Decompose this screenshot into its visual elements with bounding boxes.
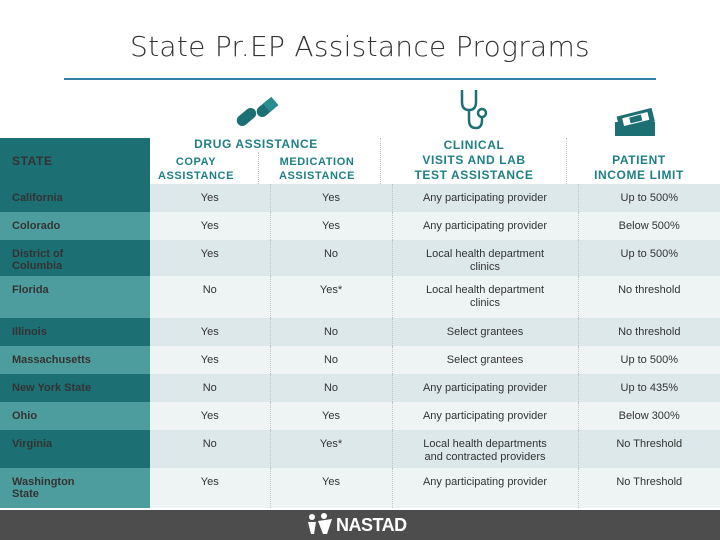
- copay-cell: [150, 346, 270, 374]
- table-row: [0, 318, 720, 346]
- clinical-cell: [392, 468, 578, 508]
- state-cell-text: Washington: [12, 476, 75, 488]
- copay-cell: [150, 430, 270, 468]
- income-cell: [578, 212, 720, 240]
- state-column-header: STATE: [0, 138, 150, 184]
- medication-cell: [270, 184, 392, 212]
- clinical-cell-text: Local health departments: [423, 438, 547, 450]
- table-body: [0, 184, 720, 508]
- state-cell: [0, 318, 150, 346]
- table-row: [0, 276, 720, 318]
- income-cell-text: No threshold: [618, 326, 681, 338]
- medication-cell: [270, 430, 392, 468]
- medication-cell: [270, 240, 392, 276]
- medication-cell-text: Yes: [322, 476, 340, 488]
- copay-cell-text: Yes: [200, 354, 219, 366]
- copay-cell-text: Yes: [200, 410, 219, 422]
- state-cell-text: Ohio: [12, 410, 38, 422]
- medication-cell-text: No: [323, 326, 339, 338]
- state-cell-text: Florida: [12, 284, 49, 296]
- copay-cell-text: No: [202, 284, 217, 296]
- clinical-cell: [392, 346, 578, 374]
- clinical-cell: [392, 212, 578, 240]
- clinical-cell-text: Select grantees: [446, 354, 524, 366]
- clinical-cell-text: Any participating provider: [422, 220, 548, 232]
- table-row: [0, 240, 720, 276]
- copay-cell-text: No: [202, 438, 217, 450]
- state-cell-text: State: [12, 488, 39, 500]
- clinical-cell: [392, 402, 578, 430]
- state-cell-text: District of: [12, 248, 64, 260]
- clinical-cell: [392, 276, 578, 318]
- state-cell-text: New York State: [12, 382, 92, 394]
- clinical-cell-text: Local health department: [425, 284, 545, 296]
- copay-cell: [150, 402, 270, 430]
- copay-cell-text: Yes: [200, 476, 219, 488]
- slide-title: State Pr.EP Assistance Programs: [130, 30, 590, 63]
- state-cell-text: California: [12, 192, 63, 204]
- medication-cell: [270, 346, 392, 374]
- medication-cell-text: No: [323, 248, 339, 260]
- header-copay: COPAY ASSISTANCE: [157, 156, 235, 182]
- medication-cell-text: No: [323, 354, 339, 366]
- clinical-cell: [392, 374, 578, 402]
- copay-cell: [150, 240, 270, 276]
- copay-cell-text: Yes: [200, 326, 219, 338]
- medication-cell: [270, 402, 392, 430]
- medication-cell: [270, 374, 392, 402]
- copay-cell-text: Yes: [200, 192, 219, 204]
- clinical-cell: [392, 430, 578, 468]
- clinical-cell: [392, 318, 578, 346]
- copay-cell: [150, 374, 270, 402]
- copay-cell: [150, 276, 270, 318]
- table-row: [0, 374, 720, 402]
- income-cell-text: Below 300%: [618, 410, 680, 422]
- income-cell-text: Up to 435%: [620, 382, 678, 394]
- table-header-row: [0, 138, 720, 184]
- clinical-cell-text: Any participating provider: [422, 410, 548, 422]
- money-icon: [612, 108, 662, 140]
- header-drug-assistance: DRUG ASSISTANCE: [194, 137, 318, 151]
- clinical-cell-text: Any participating provider: [422, 382, 548, 394]
- copay-cell: [150, 468, 270, 508]
- copay-cell: [150, 184, 270, 212]
- copay-cell: [150, 212, 270, 240]
- clinical-cell-text: Any participating provider: [422, 192, 548, 204]
- clinical-cell: [392, 240, 578, 276]
- state-cell: [0, 402, 150, 430]
- copay-cell: [150, 318, 270, 346]
- medication-cell: [270, 318, 392, 346]
- state-cell-text: Massachusetts: [12, 354, 91, 366]
- medication-cell: [270, 468, 392, 508]
- clinical-cell-text: clinics: [470, 261, 500, 273]
- logo-mark-icon: [306, 512, 334, 536]
- income-cell-text: Below 500%: [618, 220, 680, 232]
- income-cell-text: No Threshold: [616, 476, 683, 488]
- state-cell: [0, 346, 150, 374]
- clinical-cell-text: Local health department: [425, 248, 545, 260]
- income-cell-text: Up to 500%: [620, 354, 678, 366]
- income-cell: [578, 374, 720, 402]
- income-cell-text: Up to 500%: [620, 248, 678, 260]
- table-row: [0, 212, 720, 240]
- income-cell-text: Up to 500%: [620, 192, 678, 204]
- nastad-logo: [306, 512, 416, 536]
- state-cell-text: Illinois: [12, 326, 47, 338]
- state-cell: [0, 184, 150, 212]
- table-row: [0, 430, 720, 468]
- header-clinical: CLINICAL VISITS AND LAB TEST ASSISTANCE: [414, 138, 534, 182]
- state-cell: [0, 212, 150, 240]
- pills-icon: [232, 96, 282, 132]
- clinical-cell-text: Select grantees: [446, 326, 524, 338]
- income-cell: [578, 240, 720, 276]
- income-cell: [578, 468, 720, 508]
- medication-cell: [270, 276, 392, 318]
- medication-cell-text: Yes*: [319, 284, 343, 296]
- income-cell: [578, 346, 720, 374]
- copay-cell-text: No: [202, 382, 217, 394]
- clinical-cell-text: clinics: [470, 297, 500, 309]
- income-cell: [578, 276, 720, 318]
- state-cell: [0, 240, 150, 276]
- table-row: [0, 402, 720, 430]
- medication-cell-text: No: [323, 382, 339, 394]
- income-cell-text: No threshold: [618, 284, 681, 296]
- clinical-cell: [392, 184, 578, 212]
- medication-cell-text: Yes: [322, 192, 340, 204]
- state-cell-text: Colorado: [12, 220, 61, 232]
- clinical-cell-text: and contracted providers: [424, 451, 546, 463]
- clinical-cell-text: Any participating provider: [422, 476, 548, 488]
- income-cell: [578, 184, 720, 212]
- table-row: [0, 346, 720, 374]
- state-cell: [0, 430, 150, 468]
- header-income: PATIENT INCOME LIMIT: [594, 153, 684, 182]
- logo-text: NASTAD: [336, 515, 407, 535]
- income-cell: [578, 402, 720, 430]
- state-cell-text: Columbia: [12, 260, 63, 272]
- state-cell: [0, 374, 150, 402]
- stethoscope-icon: [456, 88, 488, 132]
- prep-assistance-table: [0, 138, 720, 508]
- income-cell: [578, 318, 720, 346]
- medication-cell-text: Yes: [322, 410, 340, 422]
- copay-cell-text: Yes: [200, 248, 219, 260]
- medication-cell: [270, 212, 392, 240]
- table-row: [0, 468, 720, 508]
- copay-cell-text: Yes: [200, 220, 219, 232]
- state-cell-text: Virginia: [12, 438, 53, 450]
- medication-cell-text: Yes: [322, 220, 340, 232]
- income-cell: [578, 430, 720, 468]
- header-medication: MEDICATION ASSISTANCE: [278, 156, 356, 182]
- state-cell: [0, 276, 150, 318]
- state-cell: [0, 468, 150, 508]
- table-row: [0, 184, 720, 212]
- income-cell-text: No Threshold: [616, 438, 683, 450]
- medication-cell-text: Yes*: [319, 438, 343, 450]
- title-underline: [64, 78, 656, 80]
